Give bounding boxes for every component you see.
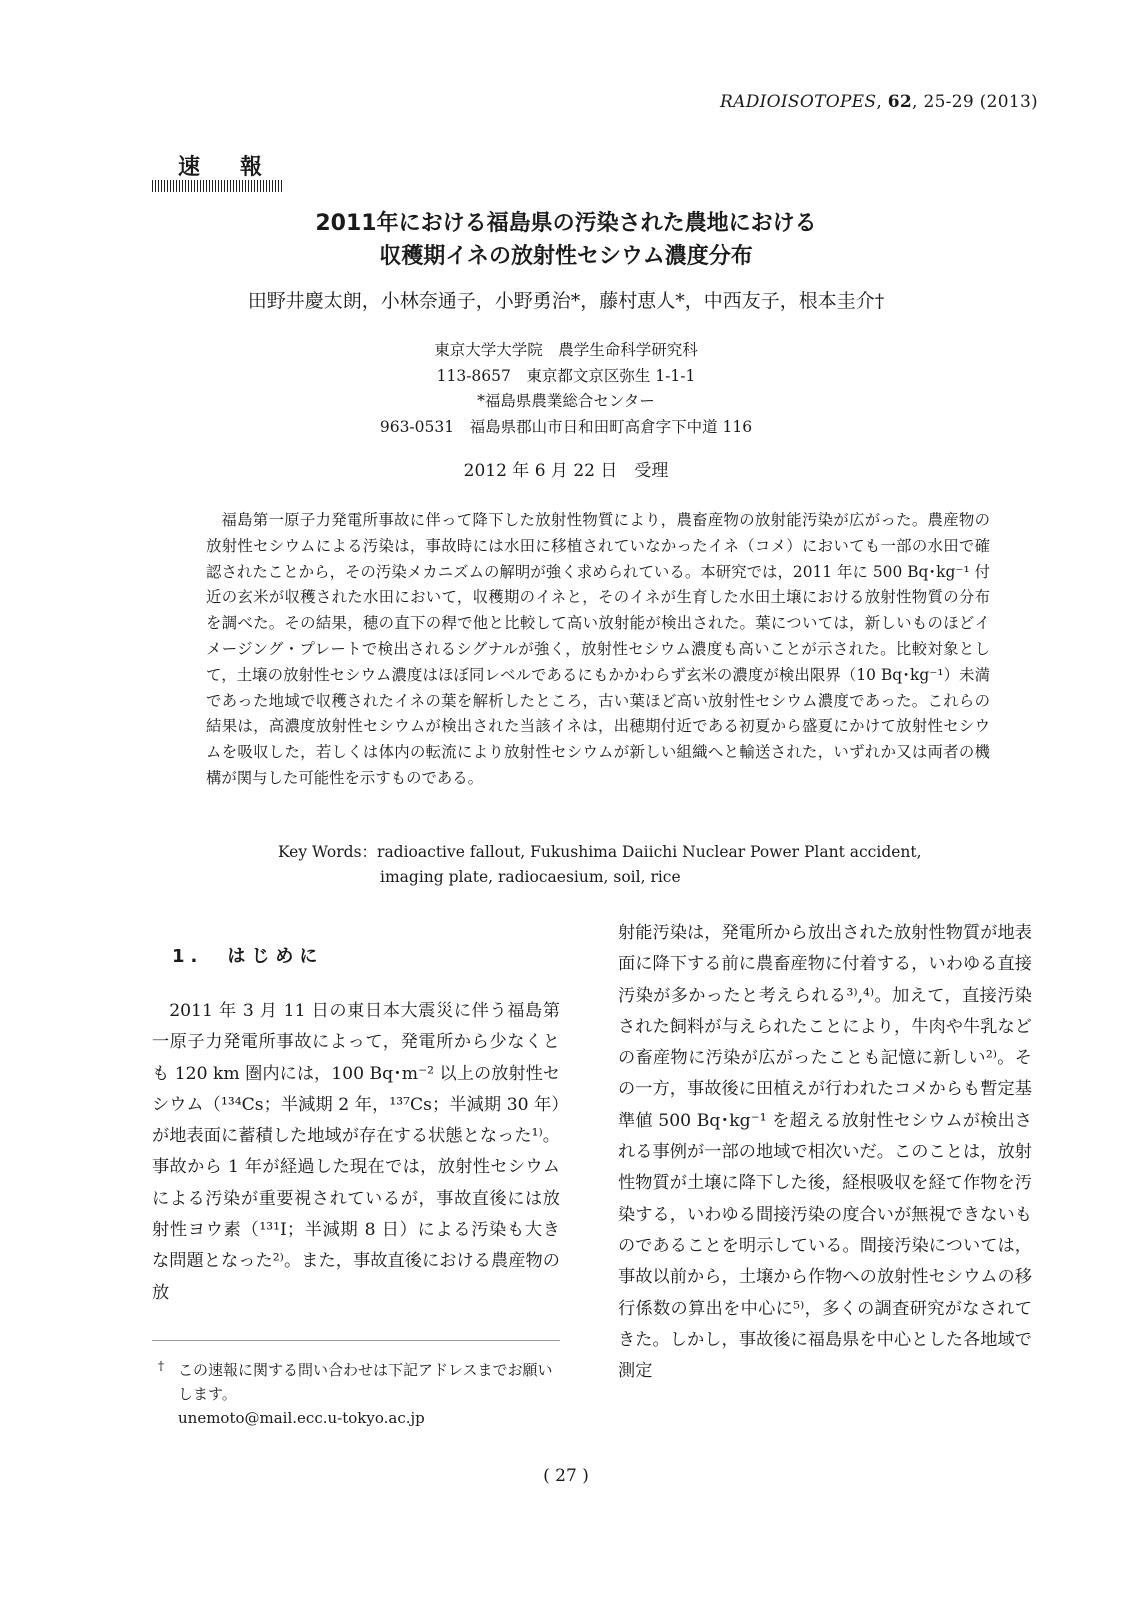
title-line-2: 収穫期イネの放射性セシウム濃度分布 [379,244,753,269]
keywords-label: Key Words： [278,843,378,861]
affiliation-line: *福島県農業総合センター [477,392,655,410]
title-line-1: 2011年における福島県の汚染された農地における [315,211,817,236]
keywords-line-1: radioactive fallout, Fukushima Daiichi Nuclear Power Plant accident, [377,843,922,861]
keywords-line-2: imaging plate, radiocaesium, soil, rice [380,868,681,886]
paper-title [0,207,1132,273]
affiliation-line: 113-8657 東京都文京区弥生 1-1-1 [436,366,696,385]
affiliation-line: 963-0531 福島県郡山市日和田町高倉字下中道 116 [379,417,753,436]
footnote [152,1358,560,1430]
received-date: 2012 年 6 月 22 日 受理 [463,461,669,481]
journal-name: RADIOISOTOPES [720,92,877,112]
journal-pages: 25-29 (2013) [923,92,1038,112]
section-heading: 1. はじめに [172,946,324,967]
author-list: 田野井慶太朗，小林奈通子，小野勇治*，藤村恵人*，中西友子，根本圭介† [247,290,885,312]
left-column-text: 2011 年 3 月 11 日の東日本大震災に伴う福島第一原子力発電所事故によって，発電所から少なくとも 120 km 圏内には，100 Bq･m⁻² 以上の放射性セシウム（¹³⁴Cs；半減期 2 年，¹³⁷Cs；半減期 30 年）が地表面に蓄積した地域が存在する状態となった¹⁾。事故から 1 年が経過した現在では，放射性セシウムによる汚染が重要視されているが，事故直後には放射性ヨウ素（¹³¹I；半減期 8 日）による汚染も大きな問題となった²⁾。また，事故直後における農産物の放 [152,1001,560,1303]
affiliation-line: 東京大学大学院 農学生命科学研究科 [434,341,698,359]
keywords [278,840,978,890]
journal-reference: RADIOISOTOPES, 62, 25-29 (2013) [720,92,1038,112]
section-type-bar [152,180,282,192]
footnote-text: この速報に関する問い合わせは下記アドレスまでお願いします。 [178,1361,553,1403]
affiliations [0,338,1132,440]
section-type-label: 速報 [178,155,303,180]
right-column [618,918,1032,1387]
left-column [152,930,560,1309]
footnote-mark: † [158,1359,164,1373]
page-number: ( 27 ) [543,1466,589,1486]
right-column-text: 射能汚染は，発電所から放出された放射性物質が地表面に降下する前に農畜産物に付着する，いわゆる直接汚染が多かったと考えられる³⁾,⁴⁾。加えて，直接汚染された飼料が与えられたことにより，牛肉や牛乳などの畜産物に汚染が広がったことも記憶に新しい²⁾。その一方，事故後に田植えが行われたコメからも暫定基準値 500 Bq･kg⁻¹ を超える放射性セシウムが検出される事例が一部の地域で相次いだ。このことは，放射性物質が土壌に降下した後，経根吸収を経て作物を汚染する，いわゆる間接汚染の度合いが無視できないものであることを明示している。間接汚染については，事故以前から，土壌から作物への放射性セシウムの移行係数の算出を中心に⁵⁾，多くの調査研究がなされてきた。しかし，事故後に福島県を中心とした各地域で測定 [618,923,1032,1382]
footnote-email[interactable]: unemoto@mail.ecc.u-tokyo.ac.jp [178,1409,425,1427]
journal-volume: 62 [887,92,913,112]
footnote-divider [152,1340,560,1341]
abstract: 福島第一原子力発電所事故に伴って降下した放射性物質により，農畜産物の放射能汚染が広がった。農産物の放射性セシウムによる汚染は，事故時には水田に移植されていなかったイネ（コメ）においても一部の水田で確認されたことから，その汚染メカニズムの解明が強く求められている。本研究では，2011 年に 500 Bq･kg⁻¹ 付近の玄米が収穫された水田において，収穫期のイネと，そのイネが生育した水田土壌における放射性物質の分布を調べた。その結果，穂の直下の稈で他と比較して高い放射能が検出された。葉については，新しいものほどイメージング・プレートで検出されるシグナルが強く，放射性セシウム濃度も高いことが示された。比較対象として，土壌の放射性セシウム濃度はほぼ同レベルであるにもかかわらず玄米の濃度が検出限界（10 Bq･kg⁻¹）未満であった地域で収穫されたイネの葉を解析したところ，古い葉ほど高い放射性セシウム濃度であった。これらの結果は，高濃度放射性セシウムが検出された当該イネは，出穂期付近である初夏から盛夏にかけて放射性セシウムを吸収した，若しくは体内の転流により放射性セシウムが新しい組織へと輸送された，いずれか又は両者の機構が関与した可能性を示すものである。 [206,511,990,787]
